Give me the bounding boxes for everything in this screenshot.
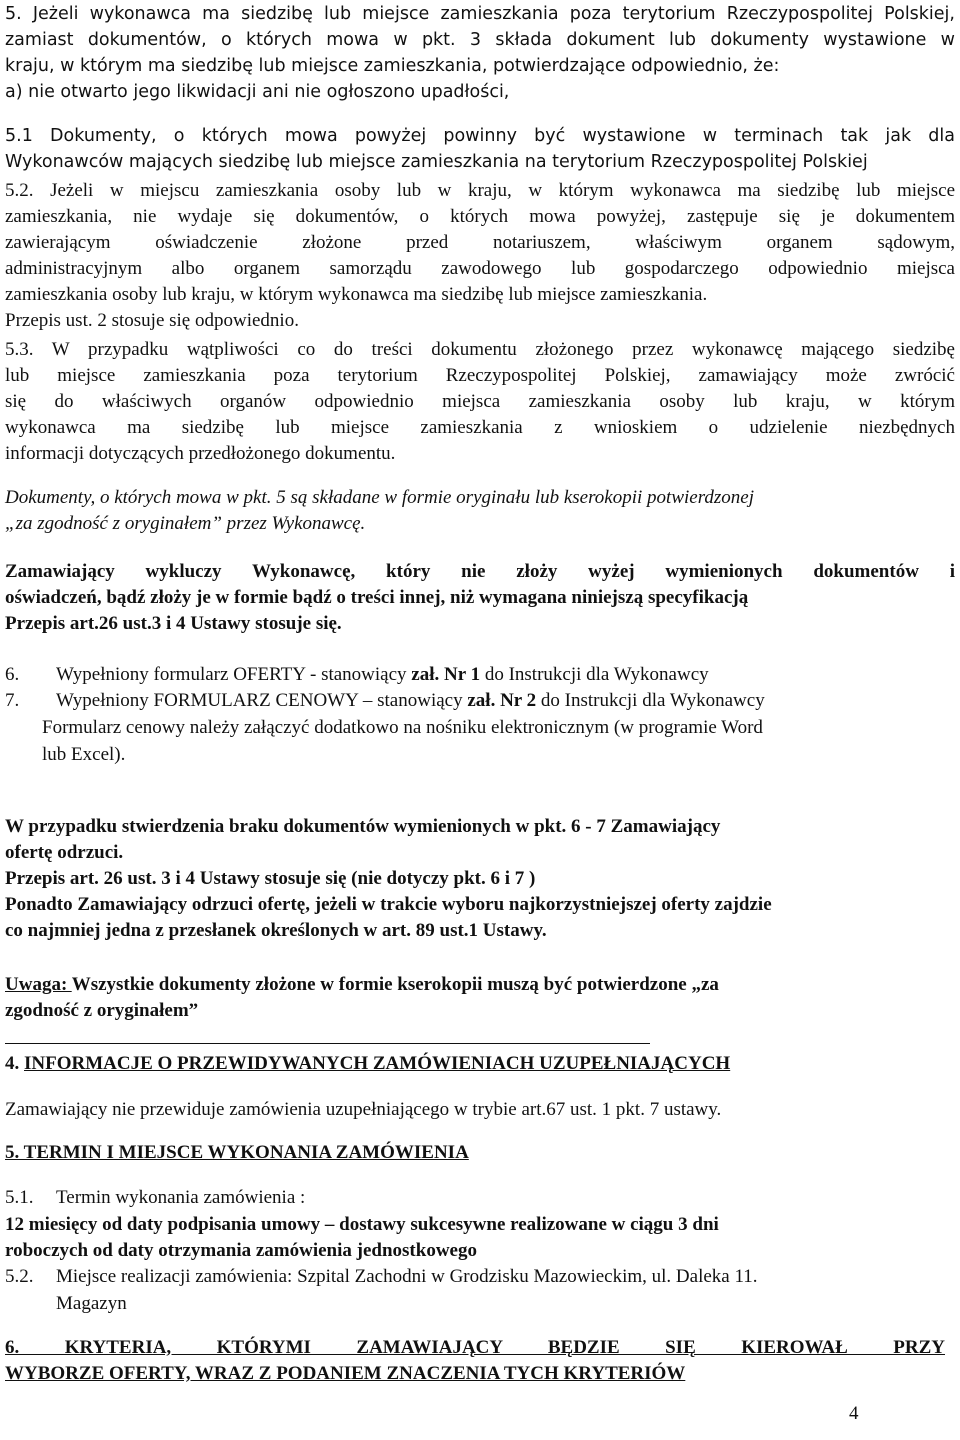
sec5-1-line-1: 5.1 Dokumenty, o których mowa powyżej powinny być wystawione w terminach tak jak dla — [5, 126, 955, 146]
sec5-2-line-4: administracyjnym albo organem samorządu zawodowego lub gospodarczego odpowiednio miejsca — [5, 258, 955, 279]
item-6-text — [56, 663, 709, 687]
section-4-number: 4. — [5, 1053, 20, 1074]
section-5-2-text-2: Magazyn — [56, 1293, 127, 1314]
section-5-2-number: 5.2. — [5, 1266, 34, 1287]
section-5-1-text: Termin wykonania zamówienia : — [56, 1187, 306, 1208]
rejection-line-2: ofertę odrzuci. — [5, 842, 124, 863]
section-5-1-bold-line-1: 12 miesięcy od daty podpisania umowy – dostawy sukcesywne realizowane w ciągu 3 dni — [5, 1214, 719, 1235]
item-6-tail: do Instrukcji dla Wykonawcy — [480, 664, 709, 685]
sec5-2-line-6: Przepis ust. 2 stosuje się odpowiednio. — [5, 310, 299, 331]
sec5-3-line-1: 5.3. W przypadku wątpliwości co do treści dokumentu złożonego przez wykonawcę mającego siedzibę — [5, 339, 955, 360]
sec5-line-4: a) nie otwarto jego likwidacji ani nie ogłoszono upadłości, — [5, 82, 510, 102]
section-5-1-bold-line-2: roboczych od daty otrzymania zamówienia jednostkowego — [5, 1240, 477, 1261]
item-6-number: 6. — [5, 664, 20, 685]
sec5-3-line-5: informacji dotyczących przedłożonego dokumentu. — [5, 443, 396, 464]
item-7-tail: do Instrukcji dla Wykonawcy — [536, 690, 765, 711]
sec5-1-line-2: Wykonawców mających siedzibę lub miejsce zamieszkania na terytorium Rzeczypospolitej Polskiej — [5, 152, 868, 172]
section-4-title: INFORMACJE O PRZEWIDYWANYCH ZAMÓWIENIACH UZUPEŁNIAJĄCYCH — [24, 1053, 731, 1074]
item-7-text — [56, 689, 765, 713]
section-5-2-text: Miejsce realizacji zamówienia: Szpital Zachodni w Grodzisku Mazowieckim, ul. Daleka 11. — [56, 1266, 758, 1287]
item-6-attachment: zał. Nr 1 — [411, 664, 481, 685]
item-7-label: Wypełniony FORMULARZ CENOWY – stanowiący — [56, 690, 468, 711]
exclusion-line-3: Przepis art.26 ust.3 i 4 Ustawy stosuje się. — [5, 613, 342, 634]
sec5-line-3: kraju, w którym ma siedzibę lub miejsce zamieszkania, potwierdzające odpowiednio, że: — [5, 56, 780, 76]
sec5-3-line-2: lub miejsce zamieszkania poza terytorium Rzeczypospolitej Polskiej, zamawiający może zwrócić — [5, 365, 955, 386]
sec5-2-line-2: zamieszkania, nie wydaje się dokumentów, o których mowa powyżej, zastępuje się je dokumentem — [5, 206, 955, 227]
item-7 — [5, 689, 19, 713]
warning-text: Wszystkie dokumenty złożone w formie kserokopii muszą być potwierdzone „za — [71, 974, 719, 995]
sec5-2-line-1: 5.2. Jeżeli w miejscu zamieszkania osoby lub w kraju, w którym wykonawca ma siedzibę lub miejsce — [5, 180, 955, 201]
section-4-heading — [5, 1052, 730, 1076]
item-7-number: 7. — [5, 690, 20, 711]
item-7-attachment: zał. Nr 2 — [467, 690, 537, 711]
sec5-2-line-3: zawierającym oświadczenie złożone przed notariuszem, właściwym organem sądowym, — [5, 232, 955, 253]
warning-line-2: zgodność z oryginałem” — [5, 1000, 199, 1021]
item-7-sub-line-1: Formularz cenowy należy załączyć dodatkowo na nośniku elektronicznym (w programie Word — [42, 717, 763, 738]
section-6-line-1: 6. KRYTERIA, KTÓRYMI ZAMAWIAJĄCY BĘDZIE SIĘ KIEROWAŁ PRZY — [5, 1337, 945, 1358]
section-5-1-number: 5.1. — [5, 1187, 34, 1208]
warning-label: Uwaga: — [5, 974, 72, 995]
exclusion-line-2: oświadczeń, bądź złoży je w formie bądź o treści innej, niż wymagana niniejszą specyfikacją — [5, 587, 749, 608]
horizontal-rule — [5, 1043, 650, 1044]
item-6 — [5, 663, 19, 687]
section-6-line-2: WYBORZE OFERTY, WRAZ Z PODANIEM ZNACZENIA TYCH KRYTERIÓW — [5, 1363, 686, 1384]
rejection-line-1: W przypadku stwierdzenia braku dokumentów wymienionych w pkt. 6 - 7 Zamawiający — [5, 816, 721, 837]
item-6-label: Wypełniony formularz OFERTY - stanowiący — [56, 664, 412, 685]
sec5-line-1: 5. Jeżeli wykonawca ma siedzibę lub miejsce zamieszkania poza terytorium Rzeczypospolitej Polskiej, — [5, 4, 955, 24]
warning-line-1 — [5, 973, 719, 997]
sec5-3-line-4: wykonawca ma siedzibę lub miejsce zamieszkania z wnioskiem o udzielenie niezbędnych — [5, 417, 955, 438]
sec5-line-2: zamiast dokumentów, o których mowa w pkt. 3 składa dokument lub dokumenty wystawione w — [5, 30, 955, 50]
rejection-line-3: Przepis art. 26 ust. 3 i 4 Ustawy stosuje się (nie dotyczy pkt. 6 i 7 ) — [5, 868, 536, 889]
italic-note-line-1: Dokumenty, o których mowa w pkt. 5 są składane w formie oryginału lub kserokopii potwierdzonej — [5, 487, 754, 508]
rejection-line-5: co najmniej jedna z przesłanek określonych w art. 89 ust.1 Ustawy. — [5, 920, 547, 941]
item-7-sub-line-2: lub Excel). — [42, 744, 126, 765]
page-number: 4 — [849, 1403, 859, 1424]
rejection-line-4: Ponadto Zamawiający odrzuci ofertę, jeżeli w trakcie wyboru najkorzystniejszej oferty zajdzie — [5, 894, 772, 915]
section-4-body: Zamawiający nie przewiduje zamówienia uzupełniającego w trybie art.67 ust. 1 pkt. 7 ustawy. — [5, 1099, 722, 1120]
sec5-2-line-5: zamieszkania osoby lub kraju, w którym wykonawca ma siedzibę lub miejsce zamieszkania. — [5, 284, 708, 305]
section-5-title: 5. TERMIN I MIEJSCE WYKONANIA ZAMÓWIENIA — [5, 1142, 469, 1163]
exclusion-line-1: Zamawiający wykluczy Wykonawcę, który nie złoży wyżej wymienionych dokumentów i — [5, 561, 955, 582]
sec5-3-line-3: się do właściwych organów odpowiednio miejsca zamieszkania osoby lub kraju, w którym — [5, 391, 955, 412]
italic-note-line-2: „zа zgodność z oryginałem” przez Wykonawcę. — [5, 513, 366, 534]
